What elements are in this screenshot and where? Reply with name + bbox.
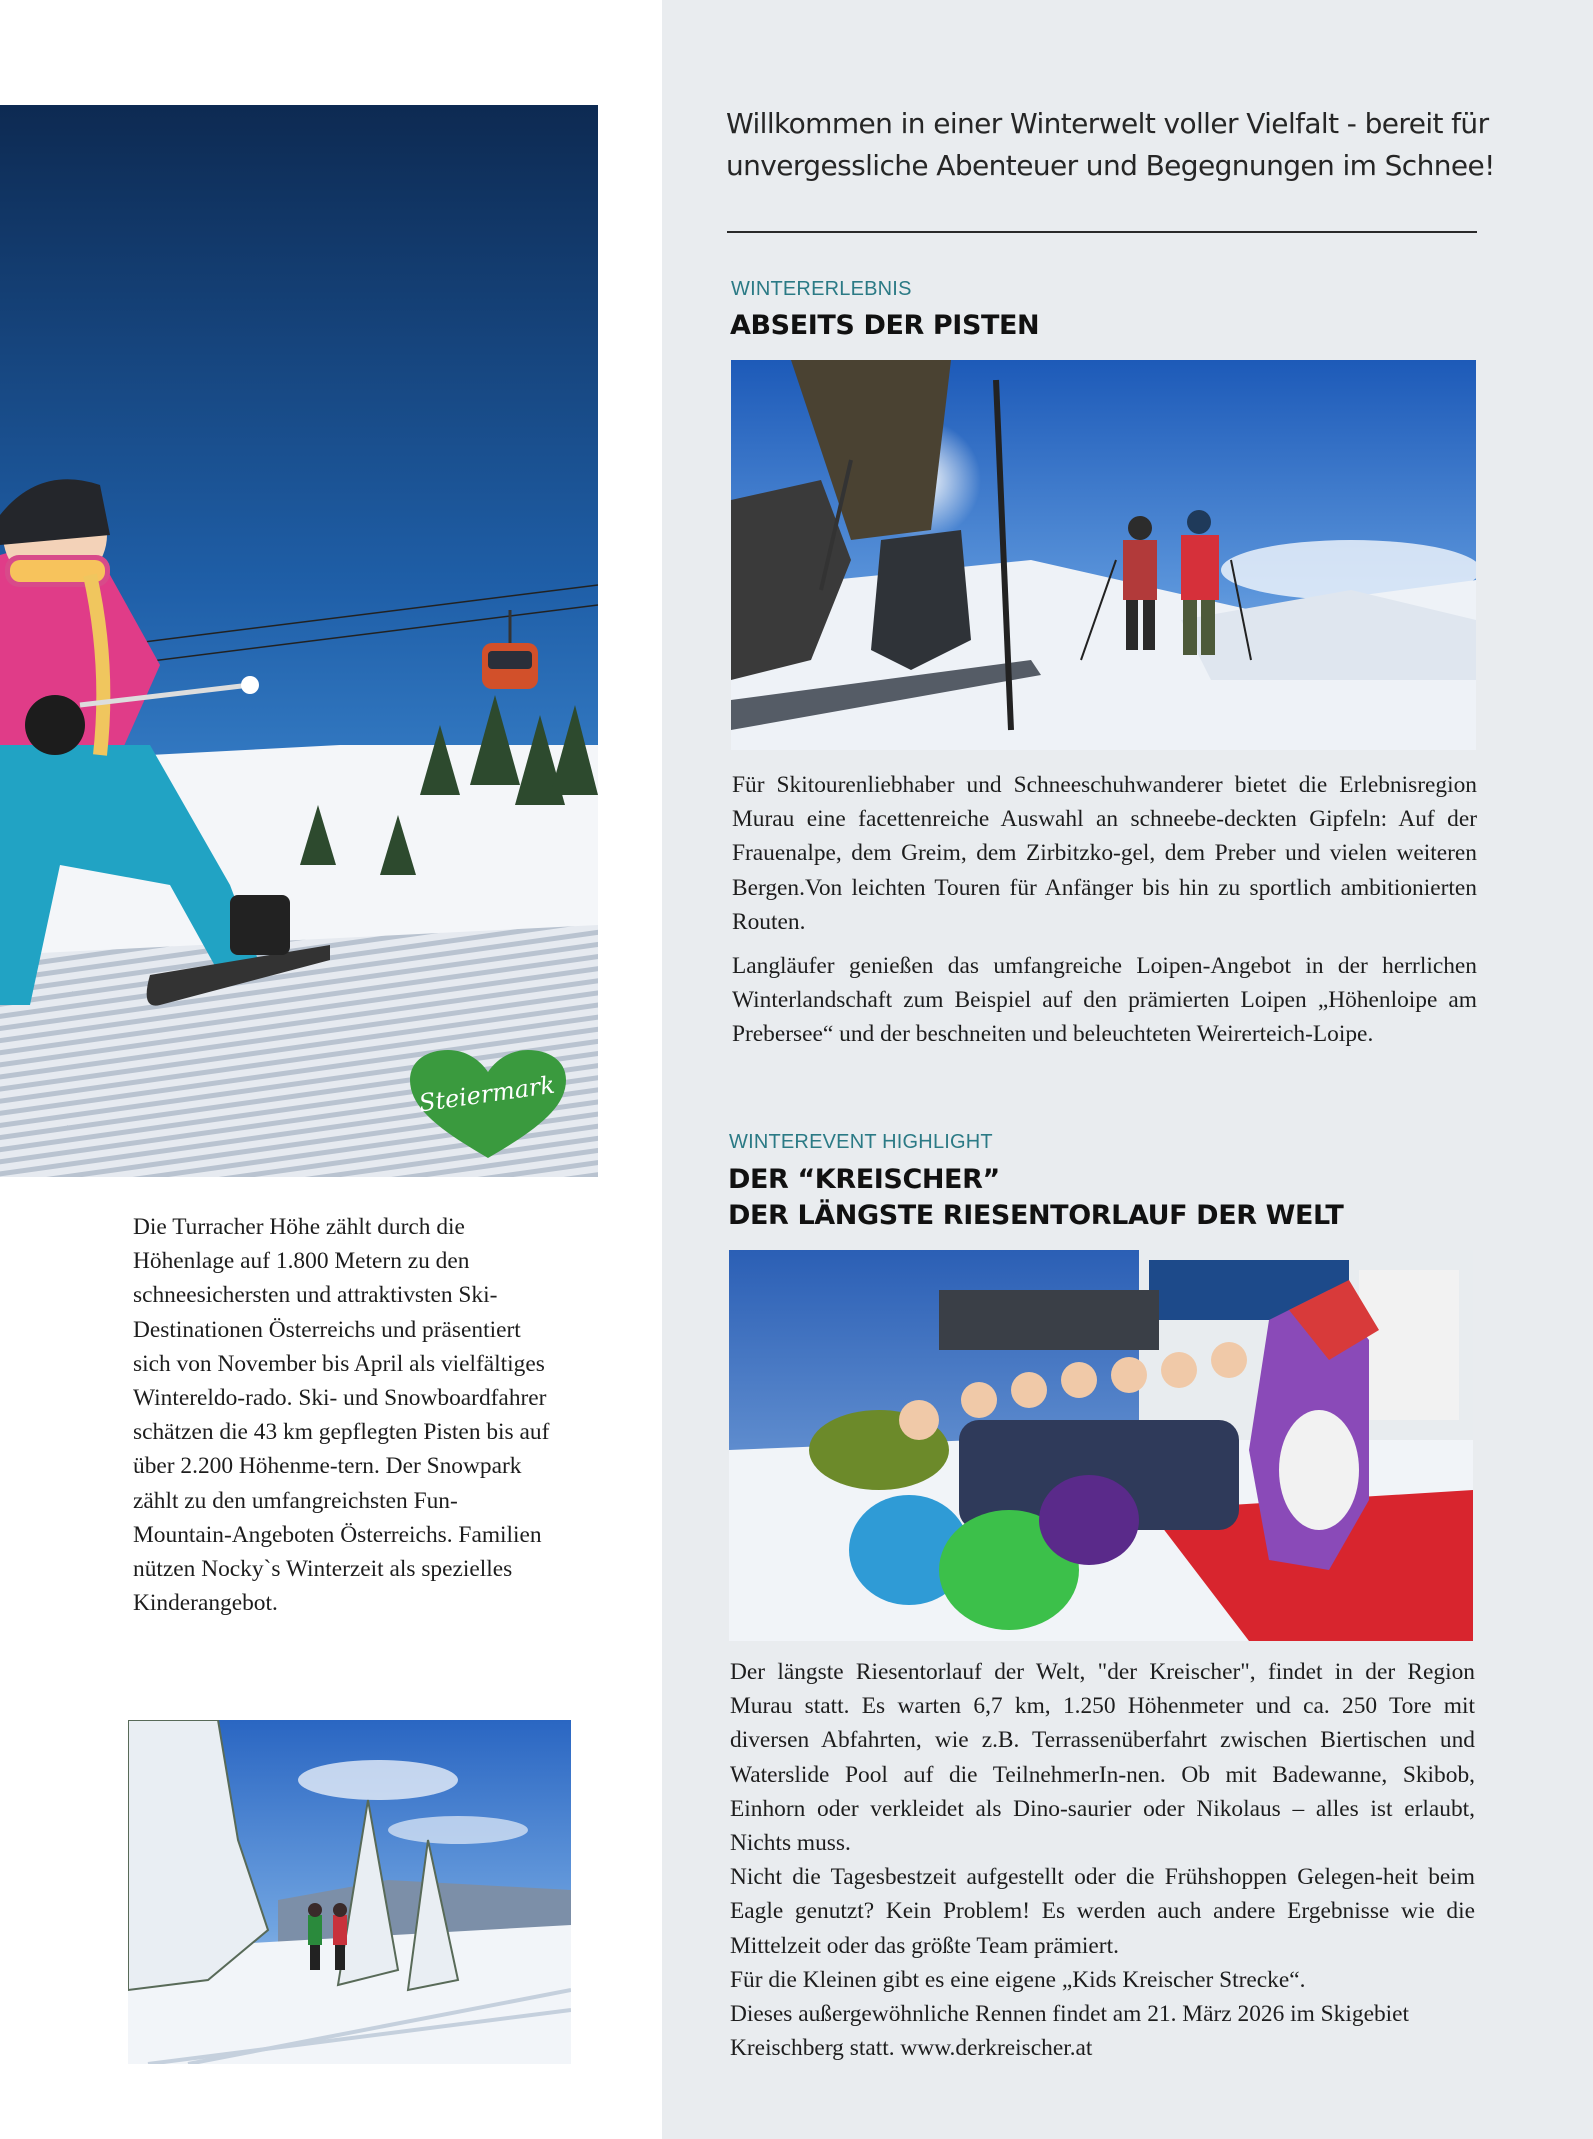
section1-kicker: WINTERERLEBNIS [731,278,912,300]
intro-text [726,103,1526,187]
ski-touring-photo [731,360,1476,750]
steiermark-logo-text: Steiermark [417,1070,557,1118]
intro-line-2: unvergessliche Abenteuer und Begegnungen im Schnee! [726,149,1495,182]
intro-line-1: Willkommen in einer Winterwelt voller Vielfalt - bereit für [726,107,1489,140]
section2-headline-line-2: DER LÄNGSTE RIESENTORLAUF DER WELT [728,1200,1344,1231]
section1-paragraph-2: Langläufer genießen das umfangreiche Loipen-Angebot in der herrlichen Winterlandschaft zum Beispiel auf den prämierten Loipen „Höhenloipe am Prebersee“ und der beschneiten und beleuchteten Weirerteich-Loipe. [732,953,1477,1048]
section2-paragraph-4: Dieses außergewöhnliche Rennen findet am 21. März 2026 im Skigebiet Kreischberg statt. www.derkreischer.at [730,2001,1410,2062]
section2-kicker: WINTEREVENT HIGHLIGHT [729,1131,993,1153]
section1-paragraph-1: Für Skitourenliebhaber und Schneeschuhwanderer bietet die Erlebnisregion Murau eine facettenreiche Auswahl an schneebe-deckten Gipfeln: Auf der Frauenalpe, dem Greim, dem Zirbitzko-gel, dem Preber und vielen weiteren Bergen.Von leichten Touren für Anfänger bis hin zu sportlich ambitionierten Routen. [732,772,1477,935]
hero-skier-photo [0,105,598,1177]
section2-paragraph-2: Nicht die Tagesbestzeit aufgestellt oder die Frühshoppen Gelegen-heit beim Eagle genutzt? Kein Problem! Es werden auch andere Ergebnisse wie die Mittelzeit oder das größte Team prämiert. [730,1864,1475,1959]
section2-paragraph-3: Für die Kleinen gibt es eine eigene „Kids Kreischer Strecke“. [730,1966,1306,1993]
intro-divider [727,231,1477,233]
section2-paragraph-1: Der längste Riesentorlauf der Welt, "der Kreischer", findet in der Region Murau statt. Es warten 6,7 km, 1.250 Höhenmeter und ca. 250 Tore mit diversen Abfahrten, wie z.B. Terrassenüberfahrt zwischen Biertischen und Waterslide Pool auf die TeilnehmerIn-nen. Ob mit Badewanne, Skibob, Einhorn oder verkleidet als Dino-saurier oder Nikolaus – alles ist erlaubt, Nichts muss. [730,1659,1475,1857]
snowshoe-hikers-photo [128,1720,571,2064]
left-column-text: Die Turracher Höhe zählt durch die Höhenlage auf 1.800 Metern zu den schneesichersten und attraktivsten Ski-Destinationen Österreichs und präsentiert sich von November bis April als vielfältiges Wintereldo-rado. Ski- und Snowboardfahrer schätzen die 43 km gepflegten Pisten bis auf über 2.200 Höhenme-tern. Der Snowpark zählt zu den umfangreichsten Fun-Mountain-Angeboten Österreichs. Familien nützen Nocky`s Winterzeit als spezielles Kinderangebot. [133,1214,550,1617]
section2-headline [728,1162,1428,1234]
section2-headline-line-1: DER “KREISCHER” [728,1164,1000,1195]
kreischer-event-photo [729,1250,1473,1641]
section2-body [730,1655,1475,2065]
section1-body [732,768,1477,1062]
steiermark-logo [410,1050,566,1160]
section1-headline: ABSEITS DER PISTEN [730,310,1040,341]
